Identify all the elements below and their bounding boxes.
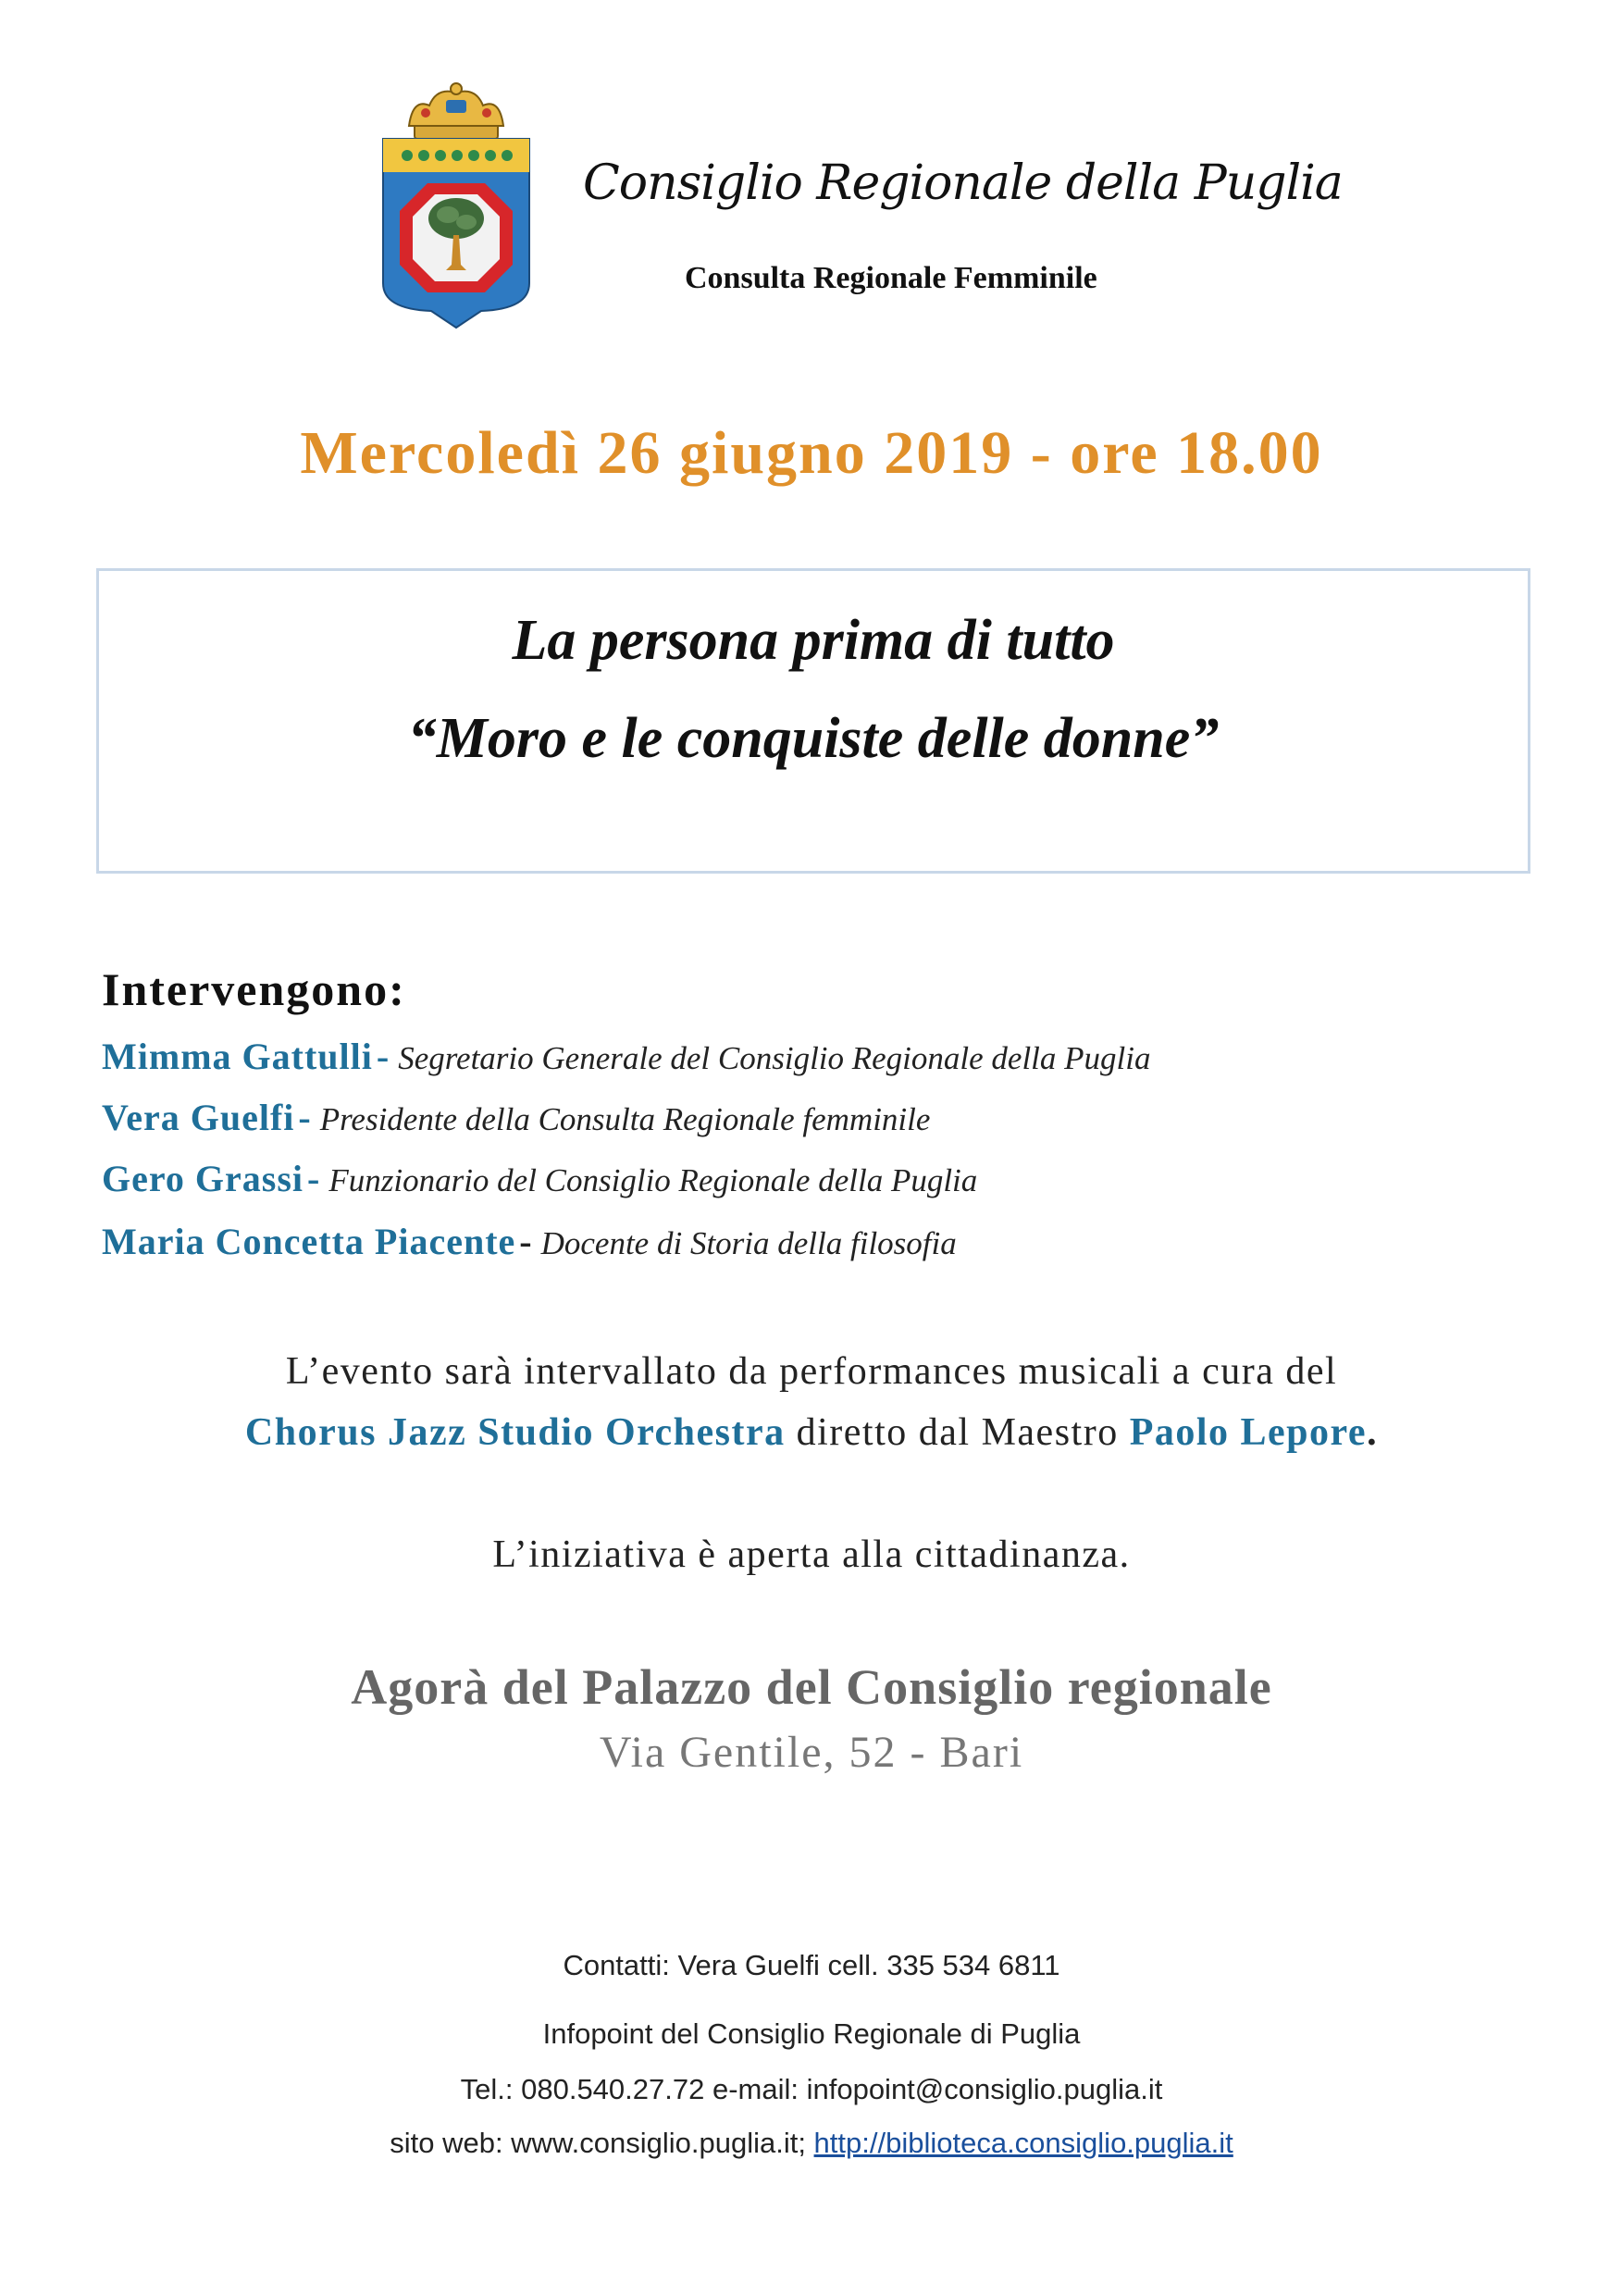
speaker-separator: -	[519, 1221, 541, 1262]
speaker-name: Gero Grassi	[102, 1158, 304, 1199]
speaker-separator: -	[298, 1097, 320, 1138]
music-intro-text: L’evento sarà intervallato da performances musicali a cura del	[285, 1350, 1338, 1393]
library-website-link[interactable]: http://biblioteca.consiglio.puglia.it	[813, 2127, 1233, 2159]
event-date-time: Mercoledì 26 giugno 2019 - ore 18.00	[300, 419, 1323, 487]
venue-name: Agorà del Palazzo del Consiglio regionale	[351, 1659, 1272, 1715]
event-subtitle: “Moro e le conquiste delle donne”	[407, 707, 1220, 770]
speaker-role: Presidente della Consulta Regionale femminile	[319, 1101, 931, 1137]
crown-icon	[409, 83, 503, 139]
speaker-item	[102, 1220, 957, 1263]
regional-crest-logo	[381, 80, 531, 329]
website-prefix: sito web: www.consiglio.puglia.it;	[390, 2127, 814, 2159]
speaker-separator: -	[376, 1036, 399, 1077]
conductor-name: Paolo Lepore	[1129, 1411, 1368, 1454]
organization-name: Consiglio Regionale della Puglia	[583, 155, 1343, 211]
event-title-box	[96, 568, 1530, 874]
website-line	[0, 2127, 1623, 2160]
infopoint-line: Infopoint del Consiglio Regionale di Puglia	[542, 2017, 1081, 2050]
orchestra-name: Chorus Jazz Studio Orchestra	[244, 1411, 786, 1454]
speaker-separator: -	[307, 1158, 329, 1199]
speaker-name: Vera Guelfi	[102, 1097, 295, 1138]
speaker-item	[102, 1157, 977, 1200]
speaker-name: Maria Concetta Piacente	[102, 1221, 516, 1262]
music-connector-text: diretto dal Maestro	[785, 1411, 1130, 1454]
speaker-role: Funzionario del Consiglio Regionale della Puglia	[328, 1162, 978, 1198]
music-end-punct: .	[1367, 1411, 1379, 1454]
infopoint-contacts-line: Tel.: 080.540.27.72 e-mail: infopoint@consiglio.puglia.it	[460, 2073, 1163, 2105]
speakers-heading: Intervengono:	[102, 963, 406, 1015]
organization-subtitle: Consulta Regionale Femminile	[685, 261, 1097, 295]
venue-address: Via Gentile, 52 - Bari	[599, 1728, 1024, 1777]
music-performers-line	[0, 1410, 1623, 1455]
speaker-role: Docente di Storia della filosofia	[540, 1225, 957, 1261]
speaker-item	[102, 1035, 1150, 1078]
speaker-role: Segretario Generale del Consiglio Regionale della Puglia	[398, 1040, 1151, 1076]
contact-phone-line: Contatti: Vera Guelfi cell. 335 534 6811	[563, 1949, 1060, 1981]
event-title: La persona prima di tutto	[512, 609, 1115, 672]
speaker-item	[102, 1096, 930, 1139]
speaker-name: Mimma Gattulli	[102, 1036, 373, 1077]
open-to-public-note: L’iniziativa è aperta alla cittadinanza.	[492, 1533, 1131, 1576]
